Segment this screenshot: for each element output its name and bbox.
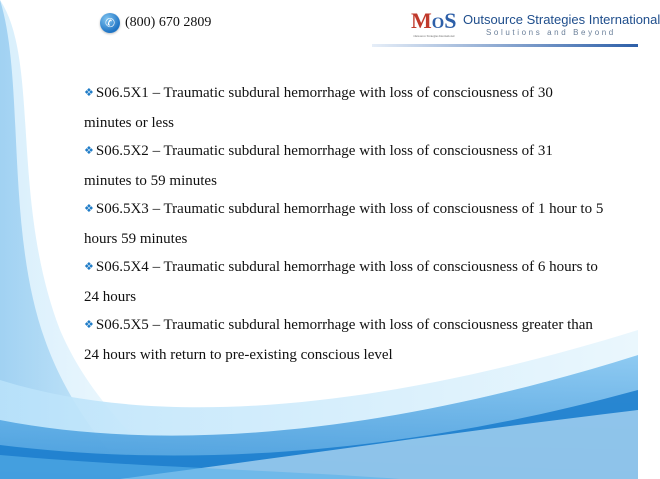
code-description: Traumatic subdural hemorrhage with loss of consciousness of 6 hours to 24 hours — [84, 259, 598, 305]
logo-tagline: Outsource Strategies International — [413, 34, 455, 38]
diamond-bullet-icon: ❖ — [84, 202, 94, 215]
code-description: Traumatic subdural hemorrhage with loss of consciousness of 1 hour to 5 hours 59 minutes — [84, 201, 604, 247]
code-description: Traumatic subdural hemorrhage with loss of consciousness of 31 minutes to 59 minutes — [84, 143, 553, 189]
code-description: Traumatic subdural hemorrhage with loss of consciousness greater than 24 hours with return to pre-existing conscious level — [84, 317, 593, 363]
diamond-bullet-icon: ❖ — [84, 260, 94, 273]
diamond-bullet-icon: ❖ — [84, 144, 94, 157]
phone-number: (800) 670 2809 — [125, 15, 212, 30]
diamond-bullet-icon: ❖ — [84, 318, 94, 331]
code: S06.5X2 — [95, 143, 149, 159]
list-item: ❖ S06.5X1 – Traumatic subdural hemorrhage with loss of consciousness of 30 minutes or less — [84, 85, 553, 131]
list-item: ❖ S06.5X3 – Traumatic subdural hemorrhage with loss of consciousness of 1 hour to 5 hours 59 minutes — [84, 201, 604, 247]
list-item: ❖ S06.5X2 – Traumatic subdural hemorrhage with loss of consciousness of 31 minutes to 59 minutes — [84, 143, 553, 189]
code-description: Traumatic subdural hemorrhage with loss of consciousness of 30 minutes or less — [84, 85, 553, 131]
code: S06.5X4 — [95, 259, 149, 275]
company-tagline: Solutions and Beyond — [486, 28, 616, 37]
company-name: Outsource Strategies International — [463, 12, 660, 27]
code: S06.5X3 — [95, 201, 149, 217]
company-logo — [411, 10, 457, 40]
code-list — [84, 79, 604, 369]
code: S06.5X1 — [95, 85, 149, 101]
diamond-bullet-icon: ❖ — [84, 86, 94, 99]
logo-mark: MOS — [411, 8, 457, 33]
list-item: ❖ S06.5X5 – Traumatic subdural hemorrhage with loss of consciousness greater than 24 hours with return to pre-existing conscious level — [84, 317, 593, 363]
header-rule — [372, 44, 638, 47]
phone-contact — [100, 12, 211, 34]
phone-icon: ✆ — [100, 13, 120, 33]
code: S06.5X5 — [95, 317, 149, 333]
list-item: ❖ S06.5X4 – Traumatic subdural hemorrhage with loss of consciousness of 6 hours to 24 hours — [84, 259, 598, 305]
